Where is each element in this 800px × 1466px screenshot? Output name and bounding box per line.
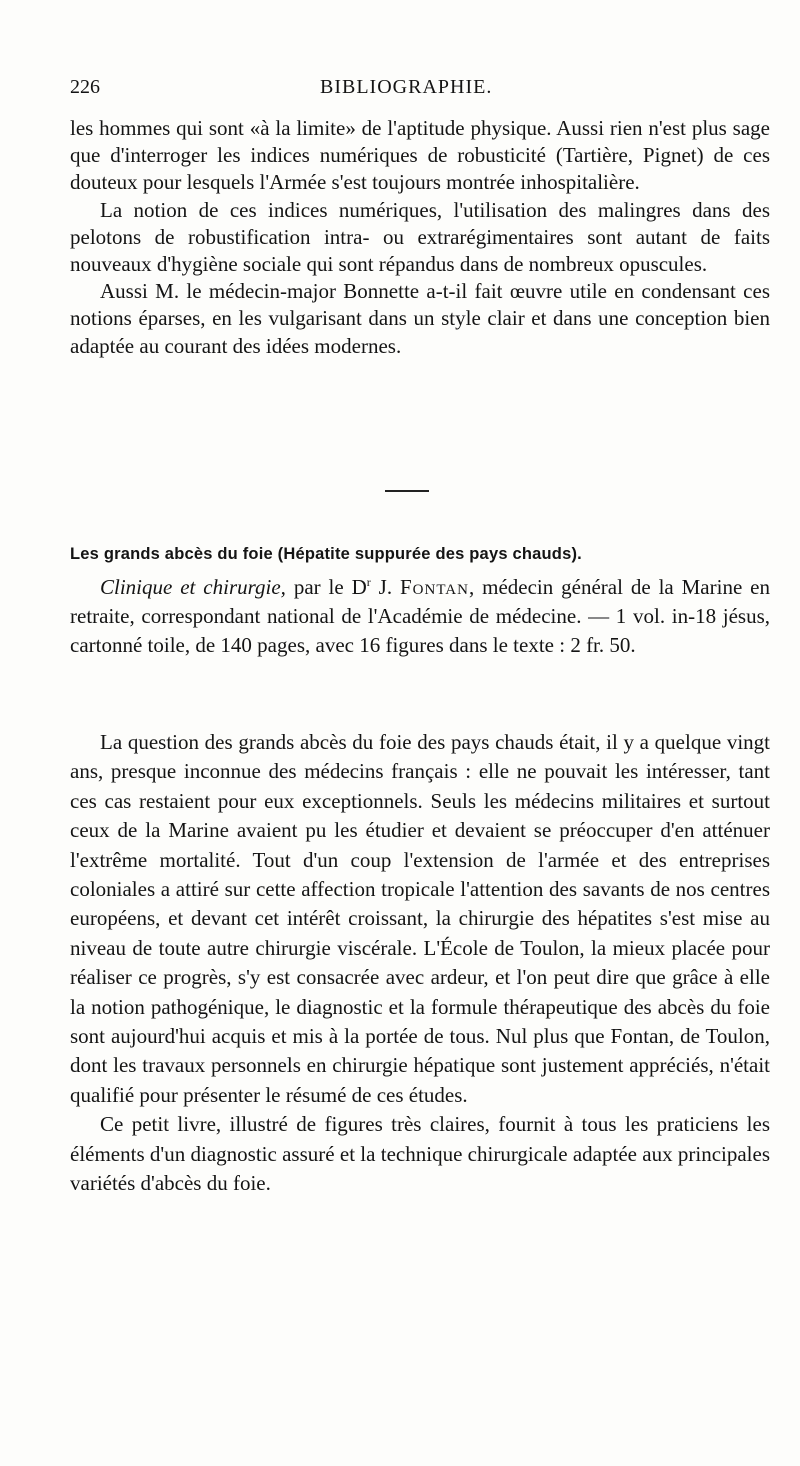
author-name: Fontan xyxy=(400,575,469,599)
author-initial: J. xyxy=(370,575,400,599)
doctor-superscript: r xyxy=(366,575,371,589)
page-number: 226 xyxy=(70,76,100,98)
section-divider xyxy=(385,490,429,492)
review-bibliographic-entry xyxy=(70,573,770,660)
body-paragraph: Aussi M. le médecin-major Bonnette a-t-il fait œuvre utile en condensant ces notions éparses, en les vulgarisant dans un style clair et dans une conception bien adaptée au courant des idées modernes. xyxy=(70,279,770,358)
body-paragraph: La notion de ces indices numériques, l'utilisation des malingres dans des pelotons de robustification intra- ou extrarégimentaires sont autant de faits nouveaux d'hygiène sociale qui sont répandus dans de nombreux opuscules. xyxy=(70,197,770,277)
by-text: par le D xyxy=(285,575,367,599)
body-paragraph: les hommes qui sont «à la limite» de l'aptitude physique. Aussi rien n'est plus sage que d'interroger les indices numériques de robusticité (Tartière, Pignet) de ces douteux pour lesquels l'Armée s'est toujours montrée inhospitalière. xyxy=(70,116,770,195)
book-title: Clinique et chirurgie, xyxy=(100,575,286,599)
running-title: BIBLIOGRAPHIE. xyxy=(320,76,493,98)
running-head xyxy=(70,76,770,106)
body-paragraph: Ce petit livre, illustré de figures très claires, fournit à tous les praticiens les éléments d'un diagnostic assuré et la technique chirurgicale adaptée aux principales variétés d'abcès du foie. xyxy=(70,1112,770,1196)
first-review-body xyxy=(70,115,770,360)
second-review-body xyxy=(70,728,770,1199)
review-heading: Les grands abcès du foie (Hépatite suppurée des pays chauds). xyxy=(70,545,582,563)
body-paragraph: La question des grands abcès du foie des pays chauds était, il y a quelque vingt ans, presque inconnue des médecins français : elle ne pouvait les intéresser, tant ces cas restaient pour eux exceptionnels. Seuls les médecins militaires et surtout ceux de la Marine avaient pu les étudier et devaient se préoccuper d'en atténuer l'extrême mortalité. Tout d'un coup l'extension de l'armée et des entreprises coloniales a attiré sur cette affection tropicale l'attention des savants de nos centres européens, et devant cet intérêt croissant, la chirurgie des hépatites s'est mise au niveau de toute autre chirurgie viscérale. L'École de Toulon, la mieux placée pour réaliser ce progrès, s'y est consacrée avec ardeur, et l'on peut dire que grâce à elle la notion pathogénique, le diagnostic et la formule thérapeutique des abcès du foie sont aujourd'hui acquis et mis à la portée de tous. Nul plus que Fontan, de Toulon, dont les travaux personnels en chirurgie hépatique sont justement appréciés, n'était qualifié pour présenter le résumé de ces études. xyxy=(70,730,770,1107)
bibliographic-details: , médecin général de la Marine en retraite, correspondant national de l'Académie de médecine. — 1 vol. in-18 jésus, cartonné toile, de 140 pages, avec 16 figures dans le texte : 2 fr. 50. xyxy=(70,575,770,657)
